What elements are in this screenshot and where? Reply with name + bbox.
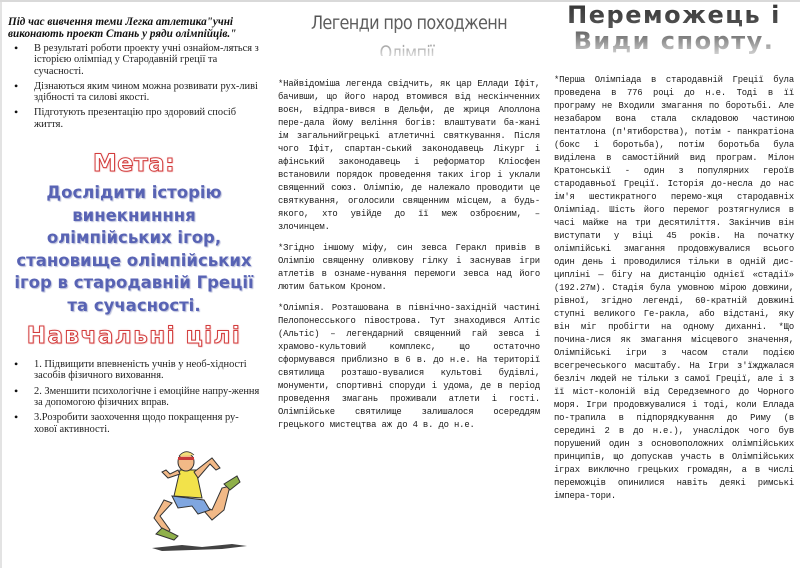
legend-paragraph: *Олімпія. Розташована в північно-західній частині Пелопонесського півострова. Тут знаходився Алтіс (Альтіс) – легендарний священний гай зевса і храмово-культовий комплекс, що остаточно сформувався приблизно в 6 в. до н.е. На території святилища розташо-вувалися культові будівлі, монументи, спортивні споруди і удома, де в період проведення змагань проживали атлети і гості. Олімпійське святилище залишалося осереддям грецького мистецтва аж до 4 в. до н.е.: [278, 303, 540, 430]
running-athlete-icon: [112, 448, 252, 558]
legend-paragraph: *Згідно іншому міфу, син зевса Геракл привів в Олімпію священну оливкову гілку і заснував ігри атлетів в ознаме-нування перемоги зевса над його лютим батьком Кроном.: [278, 243, 540, 292]
objective-item: • 1. Підвищити впевненість учнів у необ-хідності засобів фізичного виховання.: [34, 359, 260, 382]
intro-bullet: • В результаті роботи проекту учні ознайом-ляться з історією олімпіад у Стародавній греції та сучасності.: [34, 43, 260, 77]
intro-bullet: • Підготують презентацію про здоровий спосіб життя.: [34, 107, 260, 130]
intro-text: Під час вивчення теми Легка атлетика"учні виконають проект Стань у ряди олімпійців.": [8, 16, 237, 40]
goal-text: Дослідити історію винекнинння олімпійських ігор, становище олімпійських ігор в стародавній Греції та сучасності.: [14, 183, 254, 315]
left-column: [0, 2, 268, 568]
winners-heading: [554, 2, 794, 54]
objectives-list: [8, 359, 260, 435]
intro-bullet: • Дізнаються яким чином можна розвивати рух-ливі здібності та силові якості.: [34, 81, 260, 104]
winners-heading-line2: Види спорту.: [573, 27, 775, 55]
objective-item: • 2. Зменшити психологічне і емоційне напру-ження за допомогою фізичних вправ.: [34, 386, 260, 409]
objectives-heading: Навчальні цілі: [26, 323, 242, 350]
objective-item: • 3.Розробити заохочення щодо покращення ру-хової активності.: [34, 412, 260, 435]
middle-column: [272, 2, 544, 440]
winners-paragraph: *Перша Олімпіада в стародавній Греції була проведена в 776 році до н.е. Тоді в її програму не Входили змагання по боротьбі. Але незабаром вона стала складовою частиною пентатлона (п'ятиборства), потім - панкратіона (бокс і боротьба), потім боротьба була виділена в самостійний вид програм. Мілон Кратонськії - один з популярних героїв стародавньої Греції. Історія до-несла до нас ім'я шестикратного перемо-жця стародавніх Олімпіад. Шість його перемог розтягнулися в часі майже на три десятиліття. Закінчив він виступати у віці 45 років. На початку олімпійські змагання продовжувалися всього один день і проводилися тільки в одній дис-ципліні — бігу на дистанцію однієї «стадії» (192.27м). Стадія була умовною мірою довжини, рівної, згідно легенді, 60-кратній довжині ступні великого Ге-ракла, або відстані, яку він міг пробігти на одному диханні. *Що почина-лися як змагання місцевого значення, Олімпійські ігри з часом стали подією всегречеського масштабу. На Ігри з'їжджалася безліч людей не тільки з самої Греції, але і з її міст-колоній від Середземного до Чорного моря. Ігри продовжувалися і тоді, коли Еллада по-трапила в підпорядкування до Риму (в середині 2 в до н.е.), унаслідок чого був порушений один з основоположних олімпійських принципів, що допускав участь в Олімпійських іграх виключно грецьких громадян, а в числі переможців опинилися навіть деякі римські імпера-тори.: [554, 75, 794, 501]
winners-heading-line1: Переможець і: [567, 1, 781, 29]
legend-paragraph: *Найвідоміша легенда свідчить, як цар Еллади Іфіт, бачивши, що його народ втомився від нескінченних воєн, відпра-вився в Дельфи, де жриця Аполлона пере-дала йому веління богів: влаштувати ба-жані ім загальнийгрецькі атлетичні святкування. Після чого Іфіт, спартан-ський законодавець Лікург і афінський законодавець і реформатор Кліосфен встановили порядок проведення таких ігор і уклали священний союз. Олімпію, де належало проводити це святкування, оголосили священним місцем, а будь-якого, хто увійде до її меж озброєним, – злочинцем.: [278, 79, 540, 232]
goal-heading: Мета:: [92, 149, 176, 178]
legends-heading: Легенди про походженн Олімпії.: [298, 2, 521, 56]
right-column: [548, 2, 800, 511]
intro-bullet-list: [8, 43, 260, 130]
